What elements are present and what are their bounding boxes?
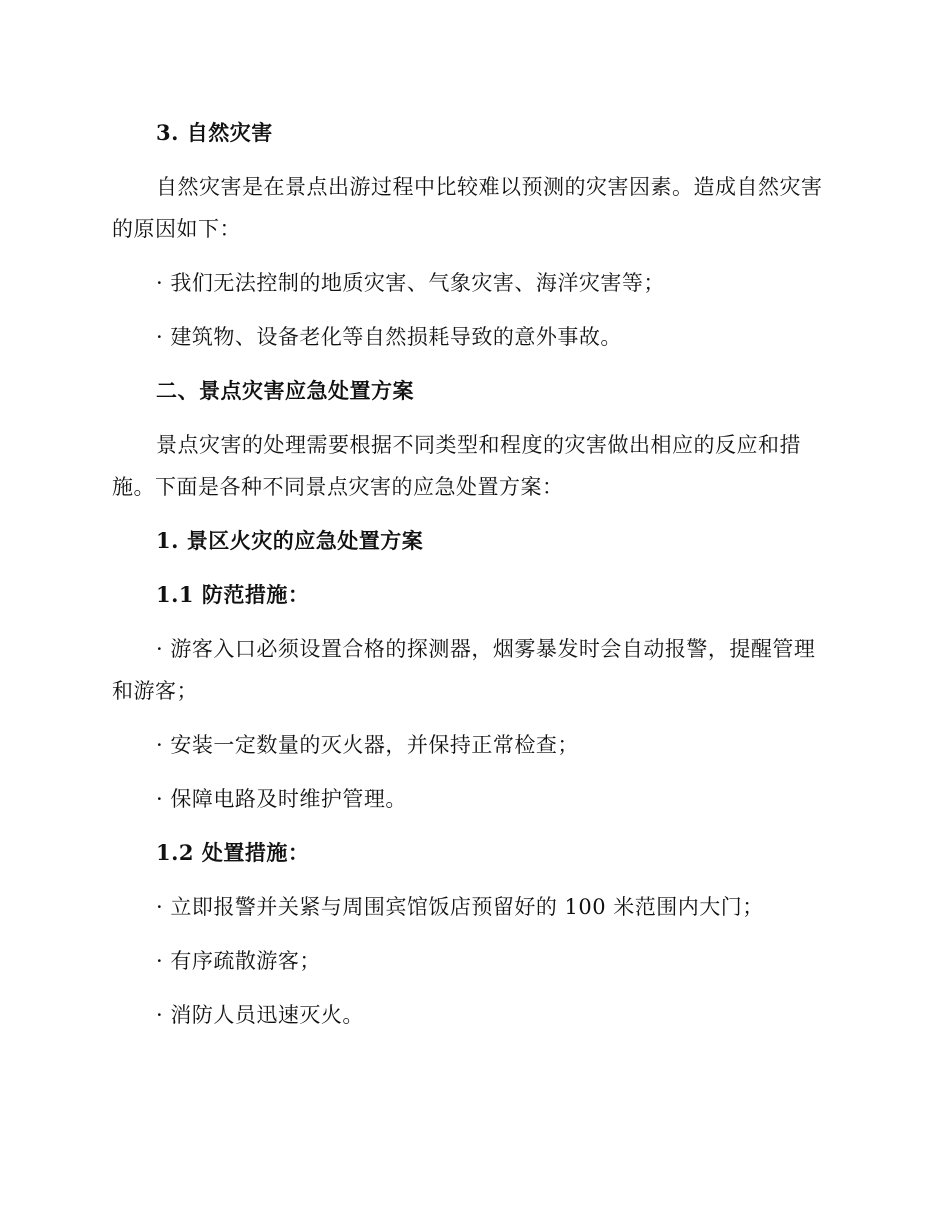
subheading-prevention: 1.1 防范措施： <box>156 582 310 607</box>
paragraph-natural-line-1: 自然灾害是在景点出游过程中比较难以预测的灾害因素。造成自然灾害 <box>156 175 823 199</box>
bullet-detector-line-2: 和游客； <box>112 679 198 703</box>
bullet-circuit: · 保障电路及时维护管理。 <box>156 787 407 811</box>
document-body <box>112 112 832 1036</box>
bullet-extinguisher: · 安装一定数量的灭火器，并保持正常检查； <box>156 733 579 757</box>
paragraph-intro-line-2: 施。下面是各种不同景点灾害的应急处置方案： <box>112 475 564 499</box>
heading-natural-disaster: 3. 自然灾害 <box>156 120 273 145</box>
paragraph-intro-line-1: 景点灾害的处理需要根据不同类型和程度的灾害做出相应的反应和措 <box>156 433 801 457</box>
bullet-firefight: · 消防人员迅速灭火。 <box>156 1003 364 1027</box>
bullet-evacuate: · 有序疏散游客； <box>156 949 321 973</box>
bullet-geo-disasters: · 我们无法控制的地质灾害、气象灾害、海洋灾害等； <box>156 271 665 295</box>
bullet-alarm: · 立即报警并关紧与周围宾馆饭店预留好的 100 米范围内大门； <box>156 895 764 919</box>
paragraph-natural-line-2: 的原因如下： <box>112 217 241 241</box>
subheading-fire-plan: 1. 景区火灾的应急处置方案 <box>156 528 424 553</box>
bullet-building-aging: · 建筑物、设备老化等自然损耗导致的意外事故。 <box>156 325 622 349</box>
bullet-detector-line-1: · 游客入口必须设置合格的探测器，烟雾暴发时会自动报警，提醒管理 <box>156 637 816 661</box>
subheading-response: 1.2 处置措施： <box>156 840 310 865</box>
section-title-emergency-plan: 二、景点灾害应急处置方案 <box>156 378 414 403</box>
